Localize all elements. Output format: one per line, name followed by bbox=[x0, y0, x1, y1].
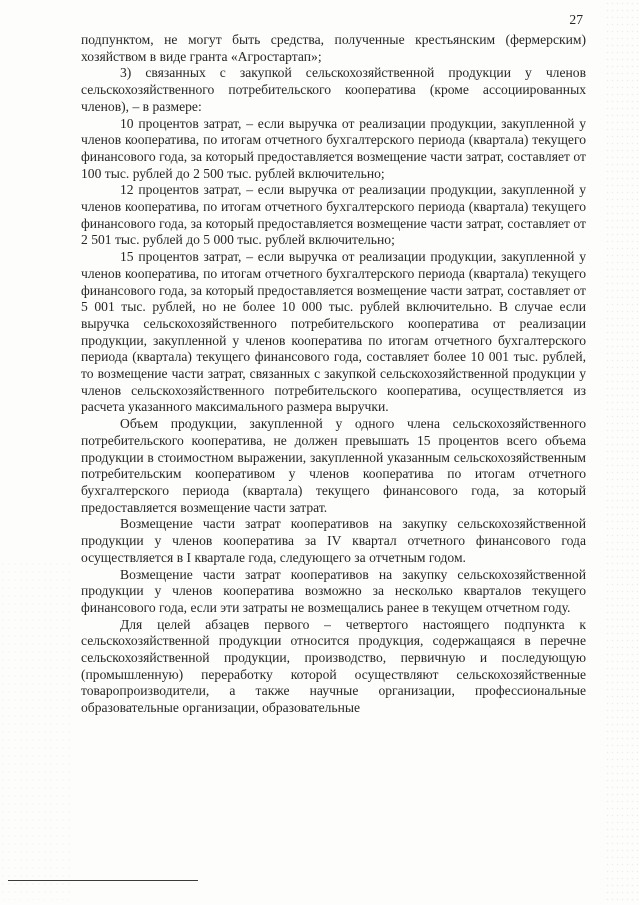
paragraph-6: Объем продукции, закупленной у одного члена сельскохозяйственного потребительского кооператива, не должен превышать 15 процентов всего объема продукции в стоимостном выражении, закупленной указанным сельскохозяйственным потребительским кооперативом у членов кооператива по итогам отчетного бухгалтерского периода (квартала) текущего финансового года, за который предоставляется возмещение части затрат. bbox=[81, 416, 586, 515]
paragraph-1: подпунктом, не могут быть средства, полученные крестьянским (фермерским) хозяйством в виде гранта «Агростартап»; bbox=[81, 32, 586, 64]
paragraph-2: 3) связанных с закупкой сельскохозяйственной продукции у членов сельскохозяйственного потребительского кооператива (кроме ассоциированных членов), – в размере: bbox=[81, 65, 586, 114]
paragraph-8: Возмещение части затрат кооперативов на закупку сельскохозяйственной продукции у членов кооператива возможно за несколько кварталов текущего финансового года, если эти затраты не возмещались ранее в текущем отчетном году. bbox=[81, 566, 586, 615]
paragraph-4: 12 процентов затрат, – если выручка от реализации продукции, закупленной у членов кооператива, по итогам отчетного бухгалтерского периода (квартала) текущего финансового года, за который предоставляется возмещение части затрат, составляет от 2 501 тыс. рублей до 5 000 тыс. рублей включительно; bbox=[81, 182, 586, 248]
paragraph-3: 10 процентов затрат, – если выручка от реализации продукции, закупленной у членов кооператива, по итогам отчетного бухгалтерского периода (квартала) текущего финансового года, за который предоставляется возмещение части затрат, составляет от 100 тыс. рублей до 2 500 тыс. рублей включительно; bbox=[81, 115, 586, 181]
scan-speckle-left bbox=[0, 560, 70, 900]
paragraph-5: 15 процентов затрат, – если выручка от реализации продукции, закупленной у членов кооператива, по итогам отчетного бухгалтерского периода (квартала) текущего финансового года, за который предоставляется возмещение части затрат, составляет от 5 001 тыс. рублей, но не более 10 000 тыс. рублей включительно. В случае если выручка сельскохозяйственного потребительского кооператива от реализации продукции, закупленной у членов кооператива по итогам отчетного бухгалтерского периода (квартала) текущего финансового года, составляет более 10 001 тыс. рублей, то возмещение части затрат, связанных с закупкой сельскохозяйственной продукции у членов сельскохозяйственного потребительского кооператива, осуществляется из расчета указанного максимального размера выручки. bbox=[81, 249, 586, 415]
footnote-rule bbox=[8, 880, 198, 881]
document-body bbox=[81, 32, 586, 717]
page-number: 27 bbox=[569, 12, 583, 27]
paragraph-7: Возмещение части затрат кооперативов на закупку сельскохозяйственной продукции у членов кооператива за IV квартал отчетного финансового года осуществляется в I квартале года, следующего за отчетным годом. bbox=[81, 516, 586, 565]
scan-speckle-right bbox=[605, 0, 639, 905]
paragraph-9: Для целей абзацев первого – четвертого настоящего подпункта к сельскохозяйственной продукции относится продукция, содержащаяся в перечне сельскохозяйственной продукции, производство, первичную и последующую (промышленную) переработку которой осуществляют сельскохозяйственные товаропроизводители, а также научные организации, профессиональные образовательные организации, образовательные bbox=[81, 616, 586, 716]
